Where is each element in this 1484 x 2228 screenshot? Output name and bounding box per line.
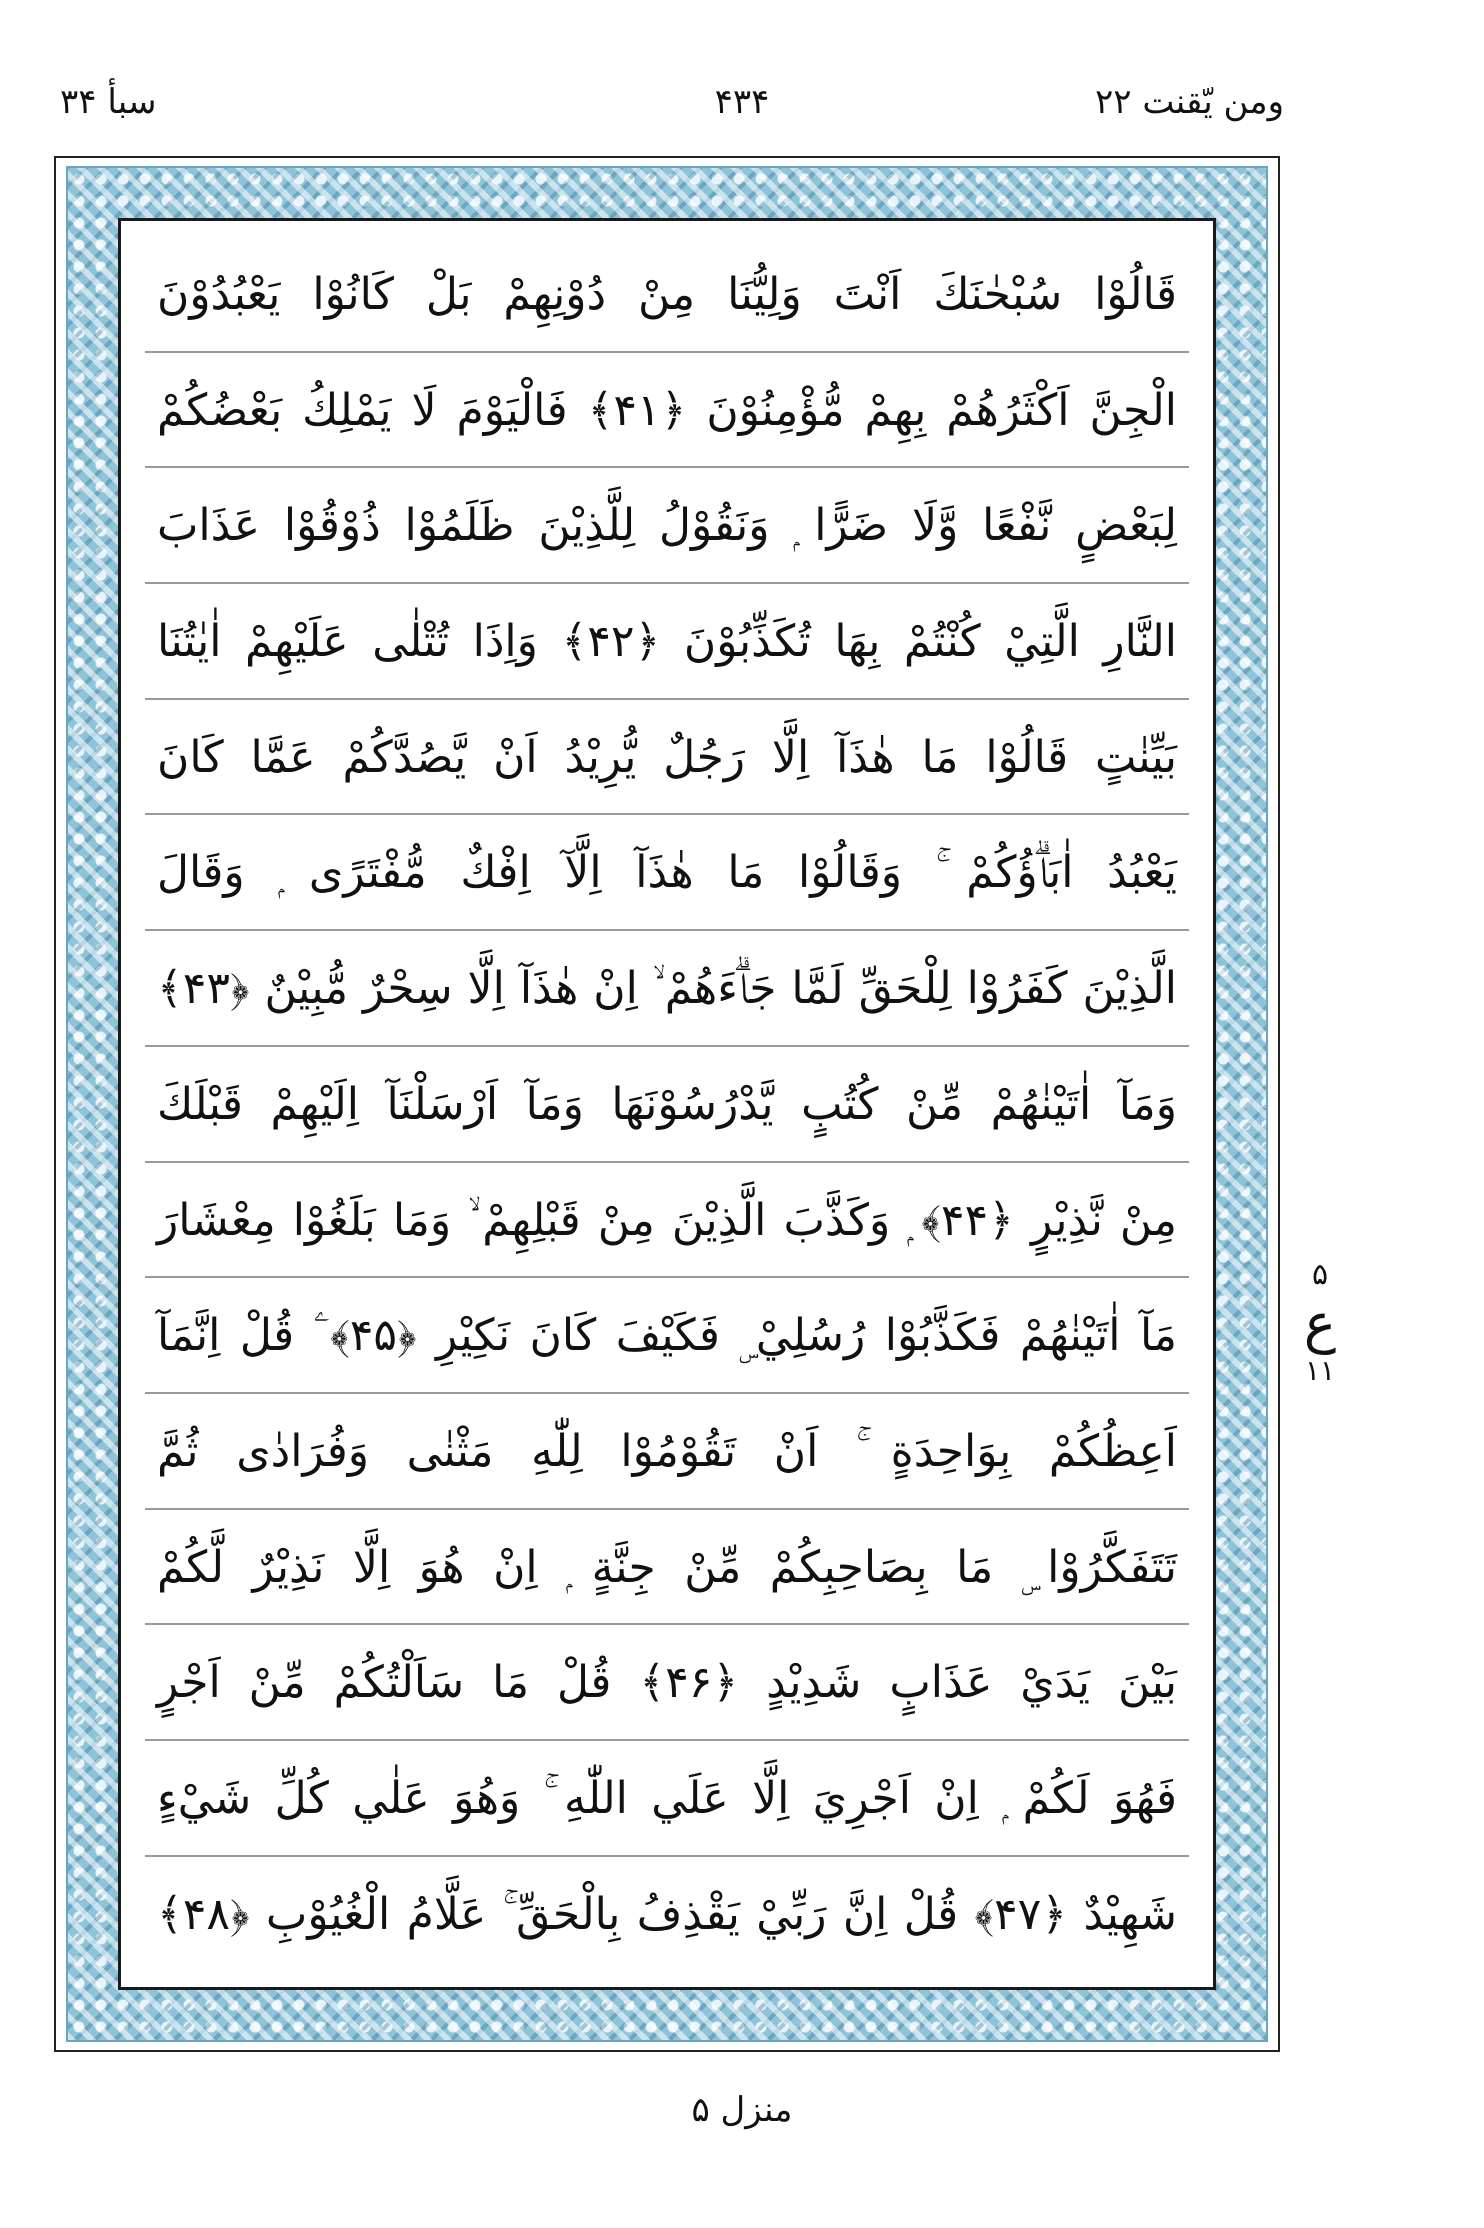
verse-line-14: فَهُوَ لَكُمْ ۭ اِنْ اَجْرِيَ اِلَّا عَلَي اللّٰهِ ۚ وَهُوَ عَلٰي كُلِّ شَيْءٍ [145, 1741, 1189, 1857]
verse-line-13: بَيْنَ يَدَيْ عَذَابٍ شَدِيْدٍ ﴿۴۶﴾ قُلْ مَا سَاَلْتُكُمْ مِّنْ اَجْرٍ [145, 1625, 1189, 1741]
ruku-marker [1290, 1258, 1350, 1408]
verse-line-10: مَآ اٰتَيْنٰهُمْ فَكَذَّبُوْا رُسُلِيْ ۣ فَكَيْفَ كَانَ نَكِيْرِ ﴿۴۵﴾ ۧ قُلْ اِنَّمَآ [145, 1278, 1189, 1394]
manzil-label: منزل ۵ [691, 2090, 793, 2130]
verse-line-3: لِبَعْضٍ نَّفْعًا وَّلَا ضَرًّا ۭ وَنَقُوْلُ لِلَّذِيْنَ ظَلَمُوْا ذُوْقُوْا عَذَابَ [145, 468, 1189, 584]
verse-lines [145, 237, 1189, 1963]
page-header [0, 0, 1484, 150]
verse-line-12: تَتَفَكَّرُوْا ۣ مَا بِصَاحِبِكُمْ مِّنْ جِنَّةٍ ۭ اِنْ هُوَ اِلَّا نَذِيْرٌ لَّكُمْ [145, 1510, 1189, 1626]
ruku-number: ۵ [1311, 1257, 1329, 1292]
verse-line-8: وَمَآ اٰتَيْنٰهُمْ مِّنْ كُتُبٍ يَّدْرُسُوْنَهَا وَمَآ اَرْسَلْنَآ اِلَيْهِمْ قَبْلَكَ [145, 1047, 1189, 1163]
page-footer [0, 2080, 1484, 2160]
verse-line-6: يَعْبُدُ اٰبَاۗؤُكُمْ ۚ وَقَالُوْا مَا هٰذَآ اِلَّآ اِفْكٌ مُّفْتَرًى ۭ وَقَالَ [145, 815, 1189, 931]
surah-name: سبأ ۳۴ [60, 82, 157, 122]
verse-line-9: مِنْ نَّذِيْرٍ ﴿۴۴﴾ ۭ وَكَذَّبَ الَّذِيْنَ مِنْ قَبْلِهِمْ ۙ وَمَا بَلَغُوْا مِعْشَارَ [145, 1163, 1189, 1279]
ruku-symbol: ع [1303, 1292, 1337, 1355]
verse-line-7: الَّذِيْنَ كَفَرُوْا لِلْحَقِّ لَمَّا جَاۗءَهُمْ ۙ اِنْ هٰذَآ اِلَّا سِحْرٌ مُّبِيْنٌ ﴿۴۳﴾ [145, 931, 1189, 1047]
verse-line-5: بَيِّنٰتٍ قَالُوْا مَا هٰذَآ اِلَّا رَجُلٌ يُّرِيْدُ اَنْ يَّصُدَّكُمْ عَمَّا كَانَ [145, 700, 1189, 816]
verse-line-4: النَّارِ الَّتِيْ كُنْتُمْ بِهَا تُكَذِّبُوْنَ ﴿۴۲﴾ وَاِذَا تُتْلٰى عَلَيْهِمْ اٰيٰتُنَا [145, 584, 1189, 700]
verse-line-11: اَعِظُكُمْ بِوَاحِدَةٍ ۚ اَنْ تَقُوْمُوْا لِلّٰهِ مَثْنٰى وَفُرَادٰى ثُمَّ [145, 1394, 1189, 1510]
page-number: ۴۳۴ [714, 82, 770, 122]
para-name: ومن يّقنت ۲۲ [1095, 82, 1284, 122]
verse-line-15: شَهِيْدٌ ﴿۴۷﴾ قُلْ اِنَّ رَبِّيْ يَقْذِفُ بِالْحَقِّ ۚ عَلَّامُ الْغُيُوْبِ ﴿۴۸﴾ [157, 1888, 1177, 1940]
decorative-border [66, 166, 1268, 2042]
verse-line-1: قَالُوْا سُبْحٰنَكَ اَنْتَ وَلِيُّنَا مِنْ دُوْنِهِمْ بَلْ كَانُوْا يَعْبُدُوْنَ [145, 237, 1189, 353]
ruku-verse-count: ۱۱ [1304, 1354, 1336, 1387]
page-frame [54, 156, 1280, 2052]
text-panel [118, 218, 1216, 1990]
verse-line-2: الْجِنَّ اَكْثَرُهُمْ بِهِمْ مُّؤْمِنُوْنَ ﴿۴۱﴾ فَالْيَوْمَ لَا يَمْلِكُ بَعْضُكُمْ [145, 353, 1189, 469]
